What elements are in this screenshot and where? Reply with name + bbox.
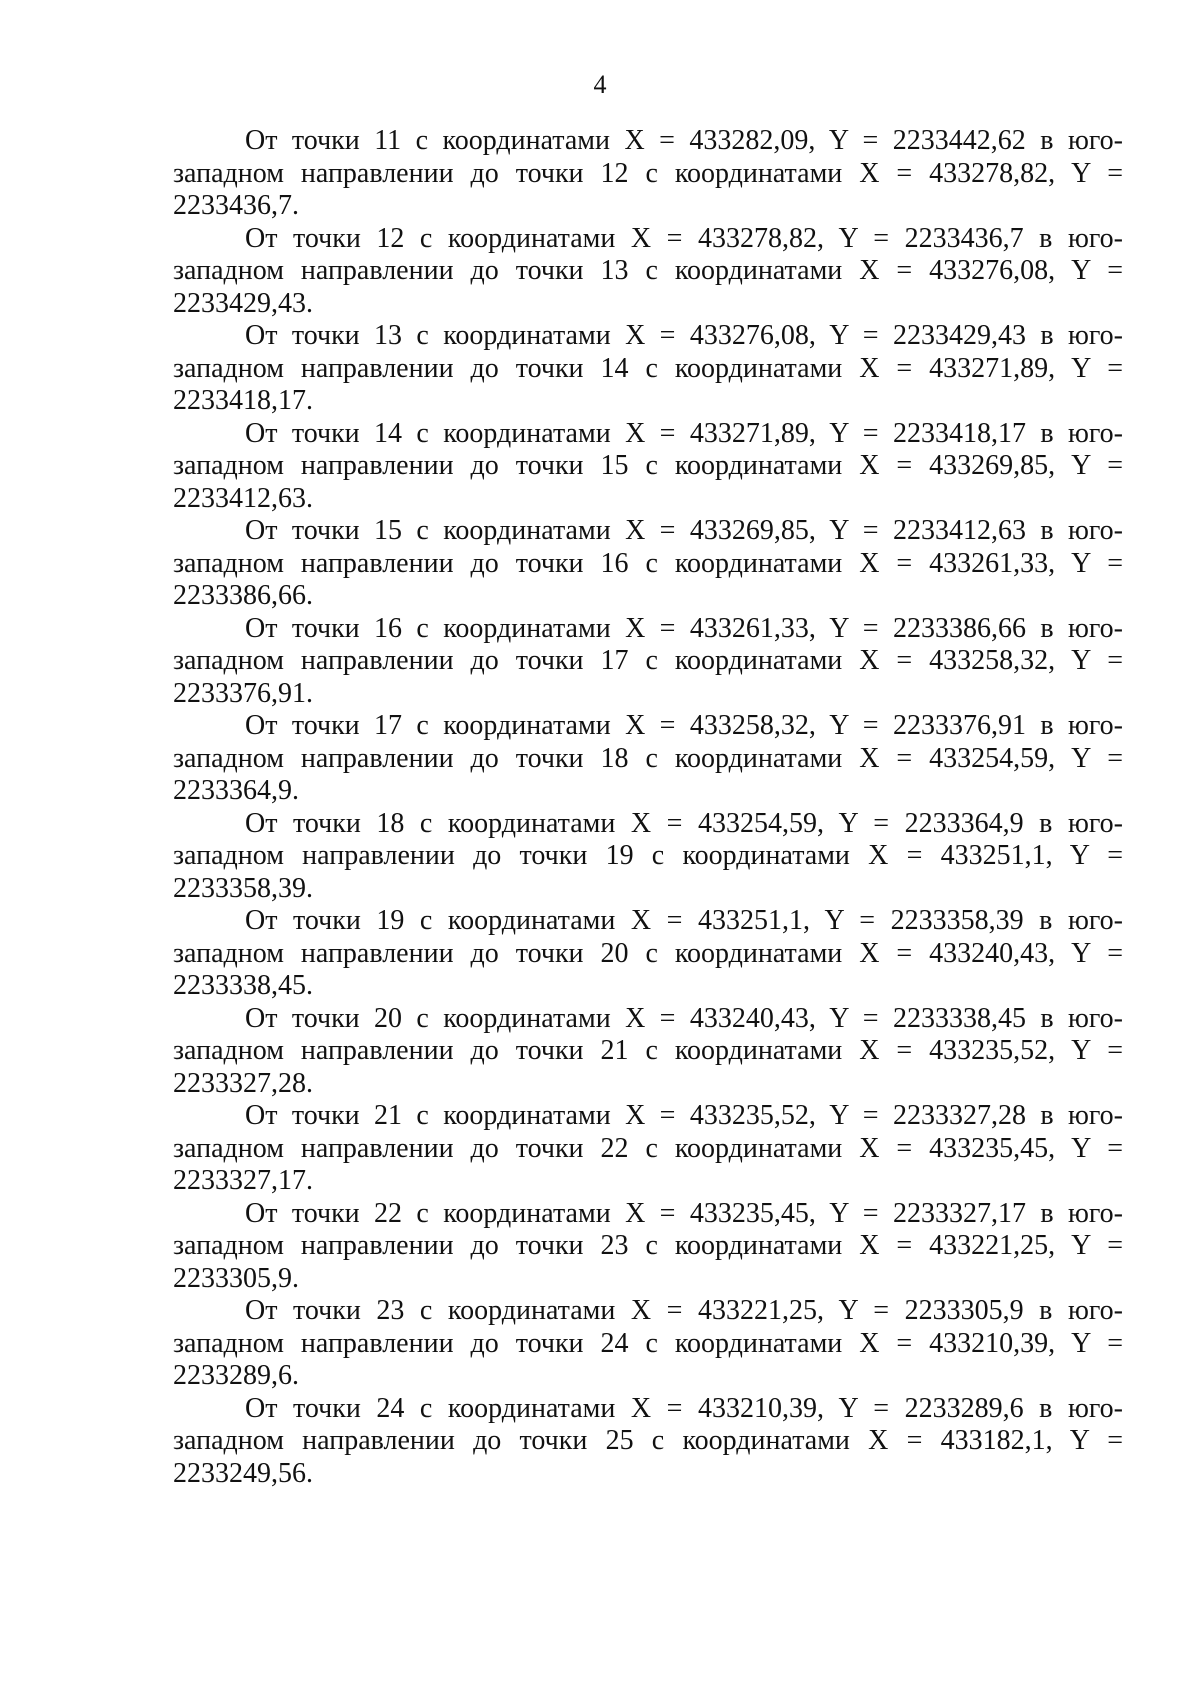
paragraph-point-21: От точки 21 с координатами X = 433235,52, Y = 2233327,28 в юго-западном направлении до точки 22 с координатами X = 433235,45, Y = 2233327,17. — [173, 1100, 1123, 1196]
paragraph-point-11: От точки 11 с координатами X = 433282,09, Y = 2233442,62 в юго-западном направлении до точки 12 с координатами X = 433278,82, Y = 2233436,7. — [173, 125, 1123, 221]
paragraph-point-22: От точки 22 с координатами X = 433235,45, Y = 2233327,17 в юго-западном направлении до точки 23 с координатами X = 433221,25, Y = 2233305,9. — [173, 1197, 1123, 1294]
paragraph-point-20: От точки 20 с координатами X = 433240,43, Y = 2233338,45 в юго-западном направлении до точки 21 с координатами X = 433235,52, Y = 2233327,28. — [173, 1002, 1123, 1099]
paragraph-point-19: От точки 19 с координатами X = 433251,1, Y = 2233358,39 в юго-западном направлении до точки 20 с координатами X = 433240,43, Y = 2233338,45. — [173, 905, 1123, 1001]
paragraph-point-15: От точки 15 с координатами X = 433269,85, Y = 2233412,63 в юго-западном направлении до точки 16 с координатами X = 433261,33, Y = 2233386,66. — [173, 515, 1123, 611]
paragraph-point-12: От точки 12 с координатами X = 433278,82, Y = 2233436,7 в юго-западном направлении до точки 13 с координатами X = 433276,08, Y = 2233429,43. — [173, 222, 1123, 319]
paragraph-point-16: От точки 16 с координатами X = 433261,33, Y = 2233386,66 в юго-западном направлении до точки 17 с координатами X = 433258,32, Y = 2233376,91. — [173, 612, 1123, 709]
paragraph-point-17: От точки 17 с координатами X = 433258,32, Y = 2233376,91 в юго-западном направлении до точки 18 с координатами X = 433254,59, Y = 2233364,9. — [173, 710, 1123, 806]
paragraph-point-24: От точки 24 с координатами X = 433210,39, Y = 2233289,6 в юго-западном направлении до точки 25 с координатами X = 433182,1, Y = 2233249,56. — [173, 1392, 1123, 1489]
paragraph-point-14: От точки 14 с координатами X = 433271,89, Y = 2233418,17 в юго-западном направлении до точки 15 с координатами X = 433269,85, Y = 2233412,63. — [173, 417, 1123, 514]
paragraph-point-23: От точки 23 с координатами X = 433221,25, Y = 2233305,9 в юго-западном направлении до точки 24 с координатами X = 433210,39, Y = 2233289,6. — [173, 1295, 1123, 1391]
paragraph-point-18: От точки 18 с координатами X = 433254,59, Y = 2233364,9 в юго-западном направлении до точки 19 с координатами X = 433251,1, Y = 2233358,39. — [173, 807, 1123, 904]
paragraph-point-13: От точки 13 с координатами X = 433276,08, Y = 2233429,43 в юго-западном направлении до точки 14 с координатами X = 433271,89, Y = 2233418,17. — [173, 320, 1123, 416]
document-body — [173, 125, 1123, 1490]
page-number: 4 — [593, 70, 607, 99]
